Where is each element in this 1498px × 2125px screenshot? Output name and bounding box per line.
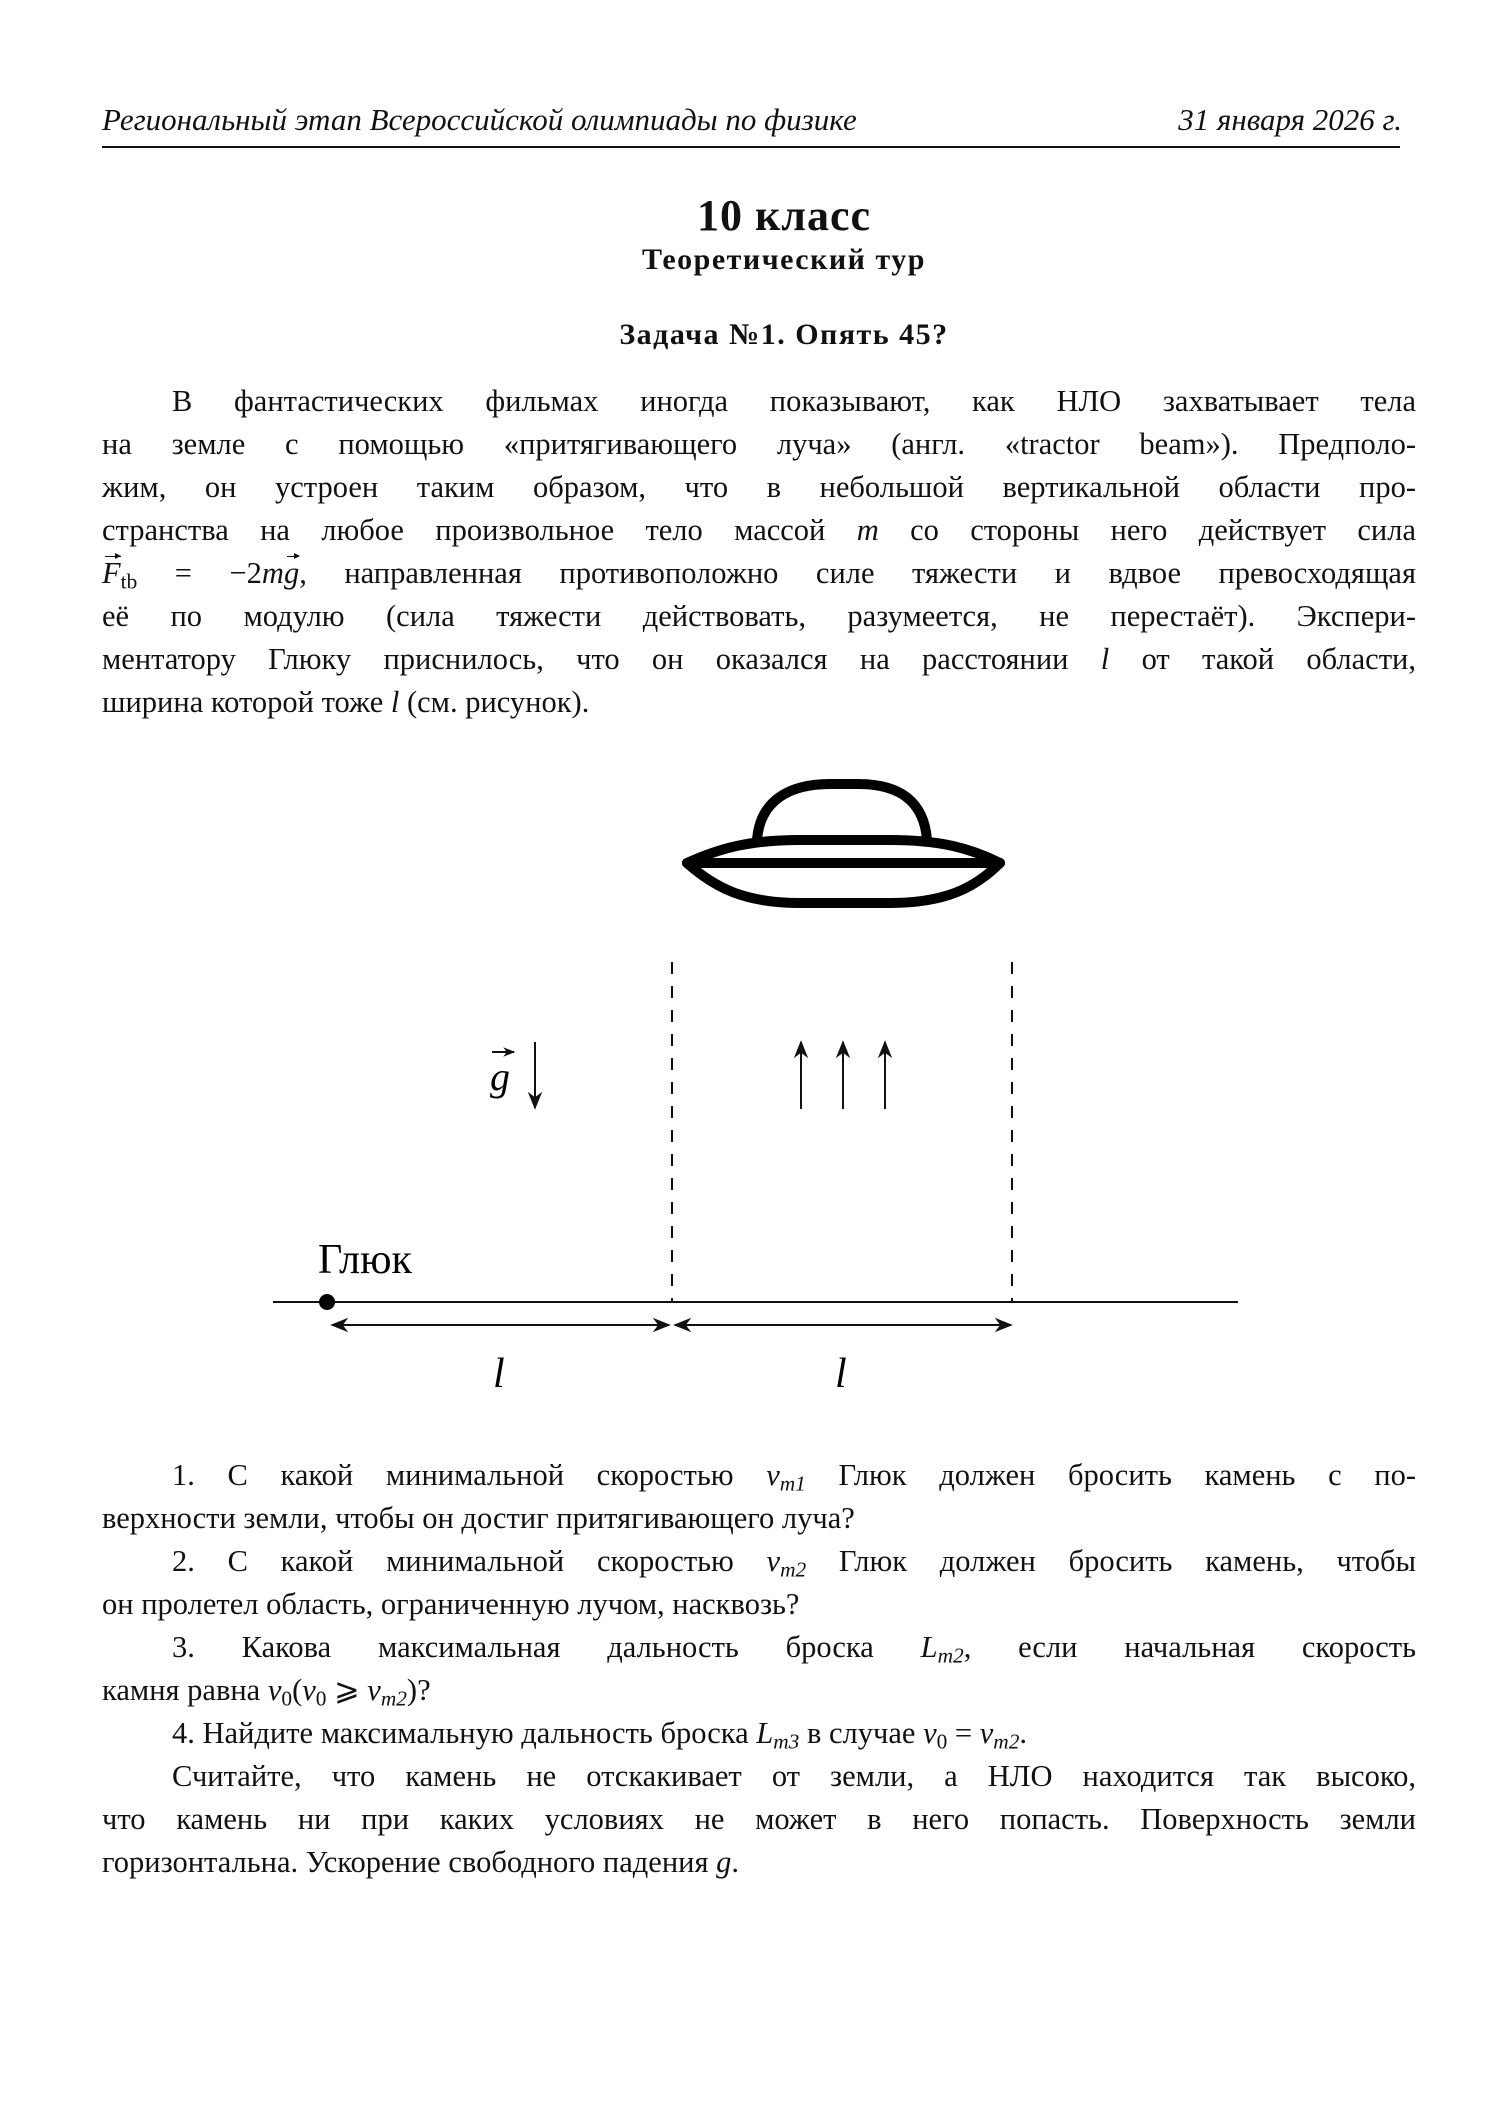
text-run: он пролетел область, ограниченную лучом, насквозь? — [102, 1587, 800, 1621]
question-line — [102, 1669, 1416, 1712]
text-run: 1. С какой минимальной скоростью — [172, 1458, 767, 1492]
header-event-title: Региональный этап Всероссийской олимпиады по физике — [102, 102, 857, 137]
statement-line — [102, 595, 1416, 638]
text-run: . — [731, 1845, 740, 1879]
text-run: жим, он устроен таким образом, что в небольшой вертикальной области про- — [102, 470, 1416, 504]
math-symbol: v — [302, 1673, 316, 1707]
question-line — [102, 1583, 1416, 1626]
text-run: ментатору Глюку приснилось, что он оказался на расстоянии — [102, 642, 1101, 676]
math-symbol: v — [766, 1544, 781, 1578]
math-symbol: m — [856, 513, 879, 547]
question-line — [102, 1454, 1416, 1497]
text-run: Считайте, что камень не отскакивает от земли, а НЛО находится так высоко, — [172, 1759, 1416, 1793]
math-subscript: m2 — [937, 1643, 964, 1668]
text-run: ( — [292, 1673, 303, 1707]
statement-line — [102, 423, 1416, 466]
math-symbol: v — [367, 1673, 381, 1707]
math-symbol: g — [716, 1845, 732, 1879]
text-run: . — [1019, 1716, 1027, 1750]
question-line — [102, 1798, 1416, 1841]
text-run: В фантастических фильмах иногда показывают, как НЛО захватывает тела — [172, 384, 1416, 418]
ufo-bottom — [687, 863, 1000, 903]
statement-line — [102, 380, 1416, 423]
math-subscript: tb — [120, 569, 138, 594]
math-subscript: m2 — [380, 1686, 407, 1711]
text-run: камня равна — [102, 1673, 268, 1707]
math-symbol: v — [267, 1673, 282, 1707]
math-subscript: m1 — [779, 1471, 806, 1496]
questions-list — [102, 1454, 1416, 1884]
math-subscript: m3 — [773, 1729, 800, 1754]
ufo-dome — [757, 784, 927, 840]
grade-title: 10 класс — [696, 191, 872, 240]
math-symbol: m — [261, 556, 284, 590]
text-run: что камень ни при каких условиях не может в него попасть. Поверхность земли — [102, 1802, 1416, 1836]
math-subscript: m2 — [780, 1557, 807, 1582]
math-symbol: L — [920, 1630, 938, 1664]
problem-statement — [102, 380, 1416, 724]
math-subscript: 0 — [315, 1686, 327, 1711]
math-symbol: F — [102, 552, 121, 595]
math-symbol: v — [923, 1716, 937, 1750]
text-run: странства на любое произвольное тело массой — [102, 513, 857, 547]
round-subtitle: Теоретический тур — [641, 243, 926, 276]
text-run: ⩾ — [326, 1673, 368, 1707]
text-run: Глюк должен бросить камень, чтобы — [806, 1544, 1416, 1578]
math-symbol: l — [1100, 642, 1110, 676]
text-run: на земле с помощью «притягивающего луча» (англ. «tractor beam»). Предполо- — [102, 427, 1416, 461]
text-run: , если начальная скорость — [963, 1630, 1416, 1664]
text-run: её по модулю (сила тяжести действовать, разумеется, не перестаёт). Экспери- — [102, 599, 1416, 633]
math-subscript: 0 — [936, 1729, 948, 1754]
text-run: )? — [406, 1673, 431, 1707]
distance-label-2: l — [835, 1351, 847, 1397]
problem-figure — [0, 740, 1498, 1420]
question-line — [102, 1755, 1416, 1798]
math-symbol: v — [979, 1716, 994, 1750]
text-run: ширина которой тоже — [102, 685, 391, 719]
math-symbol: l — [390, 685, 400, 719]
statement-line — [102, 638, 1416, 681]
math-subscript: 0 — [281, 1686, 293, 1711]
math-subscript: m2 — [993, 1729, 1020, 1754]
math-symbol: L — [756, 1716, 774, 1750]
math-symbol: v — [766, 1458, 780, 1492]
statement-line — [102, 681, 1416, 724]
question-line — [102, 1626, 1416, 1669]
math-symbol: g — [284, 552, 299, 595]
text-run: 2. С какой минимальной скоростью — [172, 1544, 767, 1578]
text-run: в случае — [799, 1716, 924, 1750]
text-run: со стороны него действует сила — [878, 513, 1416, 547]
running-header — [102, 102, 1402, 142]
text-run: от такой области, — [1109, 642, 1416, 676]
text-run: = −2 — [137, 556, 262, 590]
gravity-vector-label: g — [490, 1054, 510, 1099]
distance-label-1: l — [493, 1351, 505, 1397]
question-line — [102, 1712, 1416, 1755]
person-point — [319, 1294, 335, 1310]
statement-line — [102, 509, 1416, 552]
text-run: , направленная противоположно силе тяжести и вдвое превосходящая — [299, 556, 1416, 590]
text-run: верхности земли, чтобы он достиг притягивающего луча? — [102, 1501, 855, 1535]
statement-line — [102, 466, 1416, 509]
text-run: 3. Какова максимальная дальность броска — [172, 1630, 921, 1664]
text-run: Глюк должен бросить камень с по- — [805, 1458, 1416, 1492]
question-line — [102, 1497, 1416, 1540]
text-run: горизонтальна. Ускорение свободного падения — [102, 1845, 717, 1879]
text-run: = — [947, 1716, 980, 1750]
header-rule — [102, 146, 1400, 148]
text-run: 4. Найдите максимальную дальность броска — [172, 1716, 757, 1750]
question-line — [102, 1841, 1416, 1884]
ufo-icon — [687, 784, 1000, 903]
statement-line — [102, 552, 1416, 595]
question-line — [102, 1540, 1416, 1583]
problem-title: Задача №1. Опять 45? — [619, 318, 949, 351]
person-label: Глюк — [318, 1237, 412, 1283]
text-run: (см. рисунок). — [399, 685, 590, 719]
header-date: 31 января 2026 г. — [1178, 102, 1402, 137]
